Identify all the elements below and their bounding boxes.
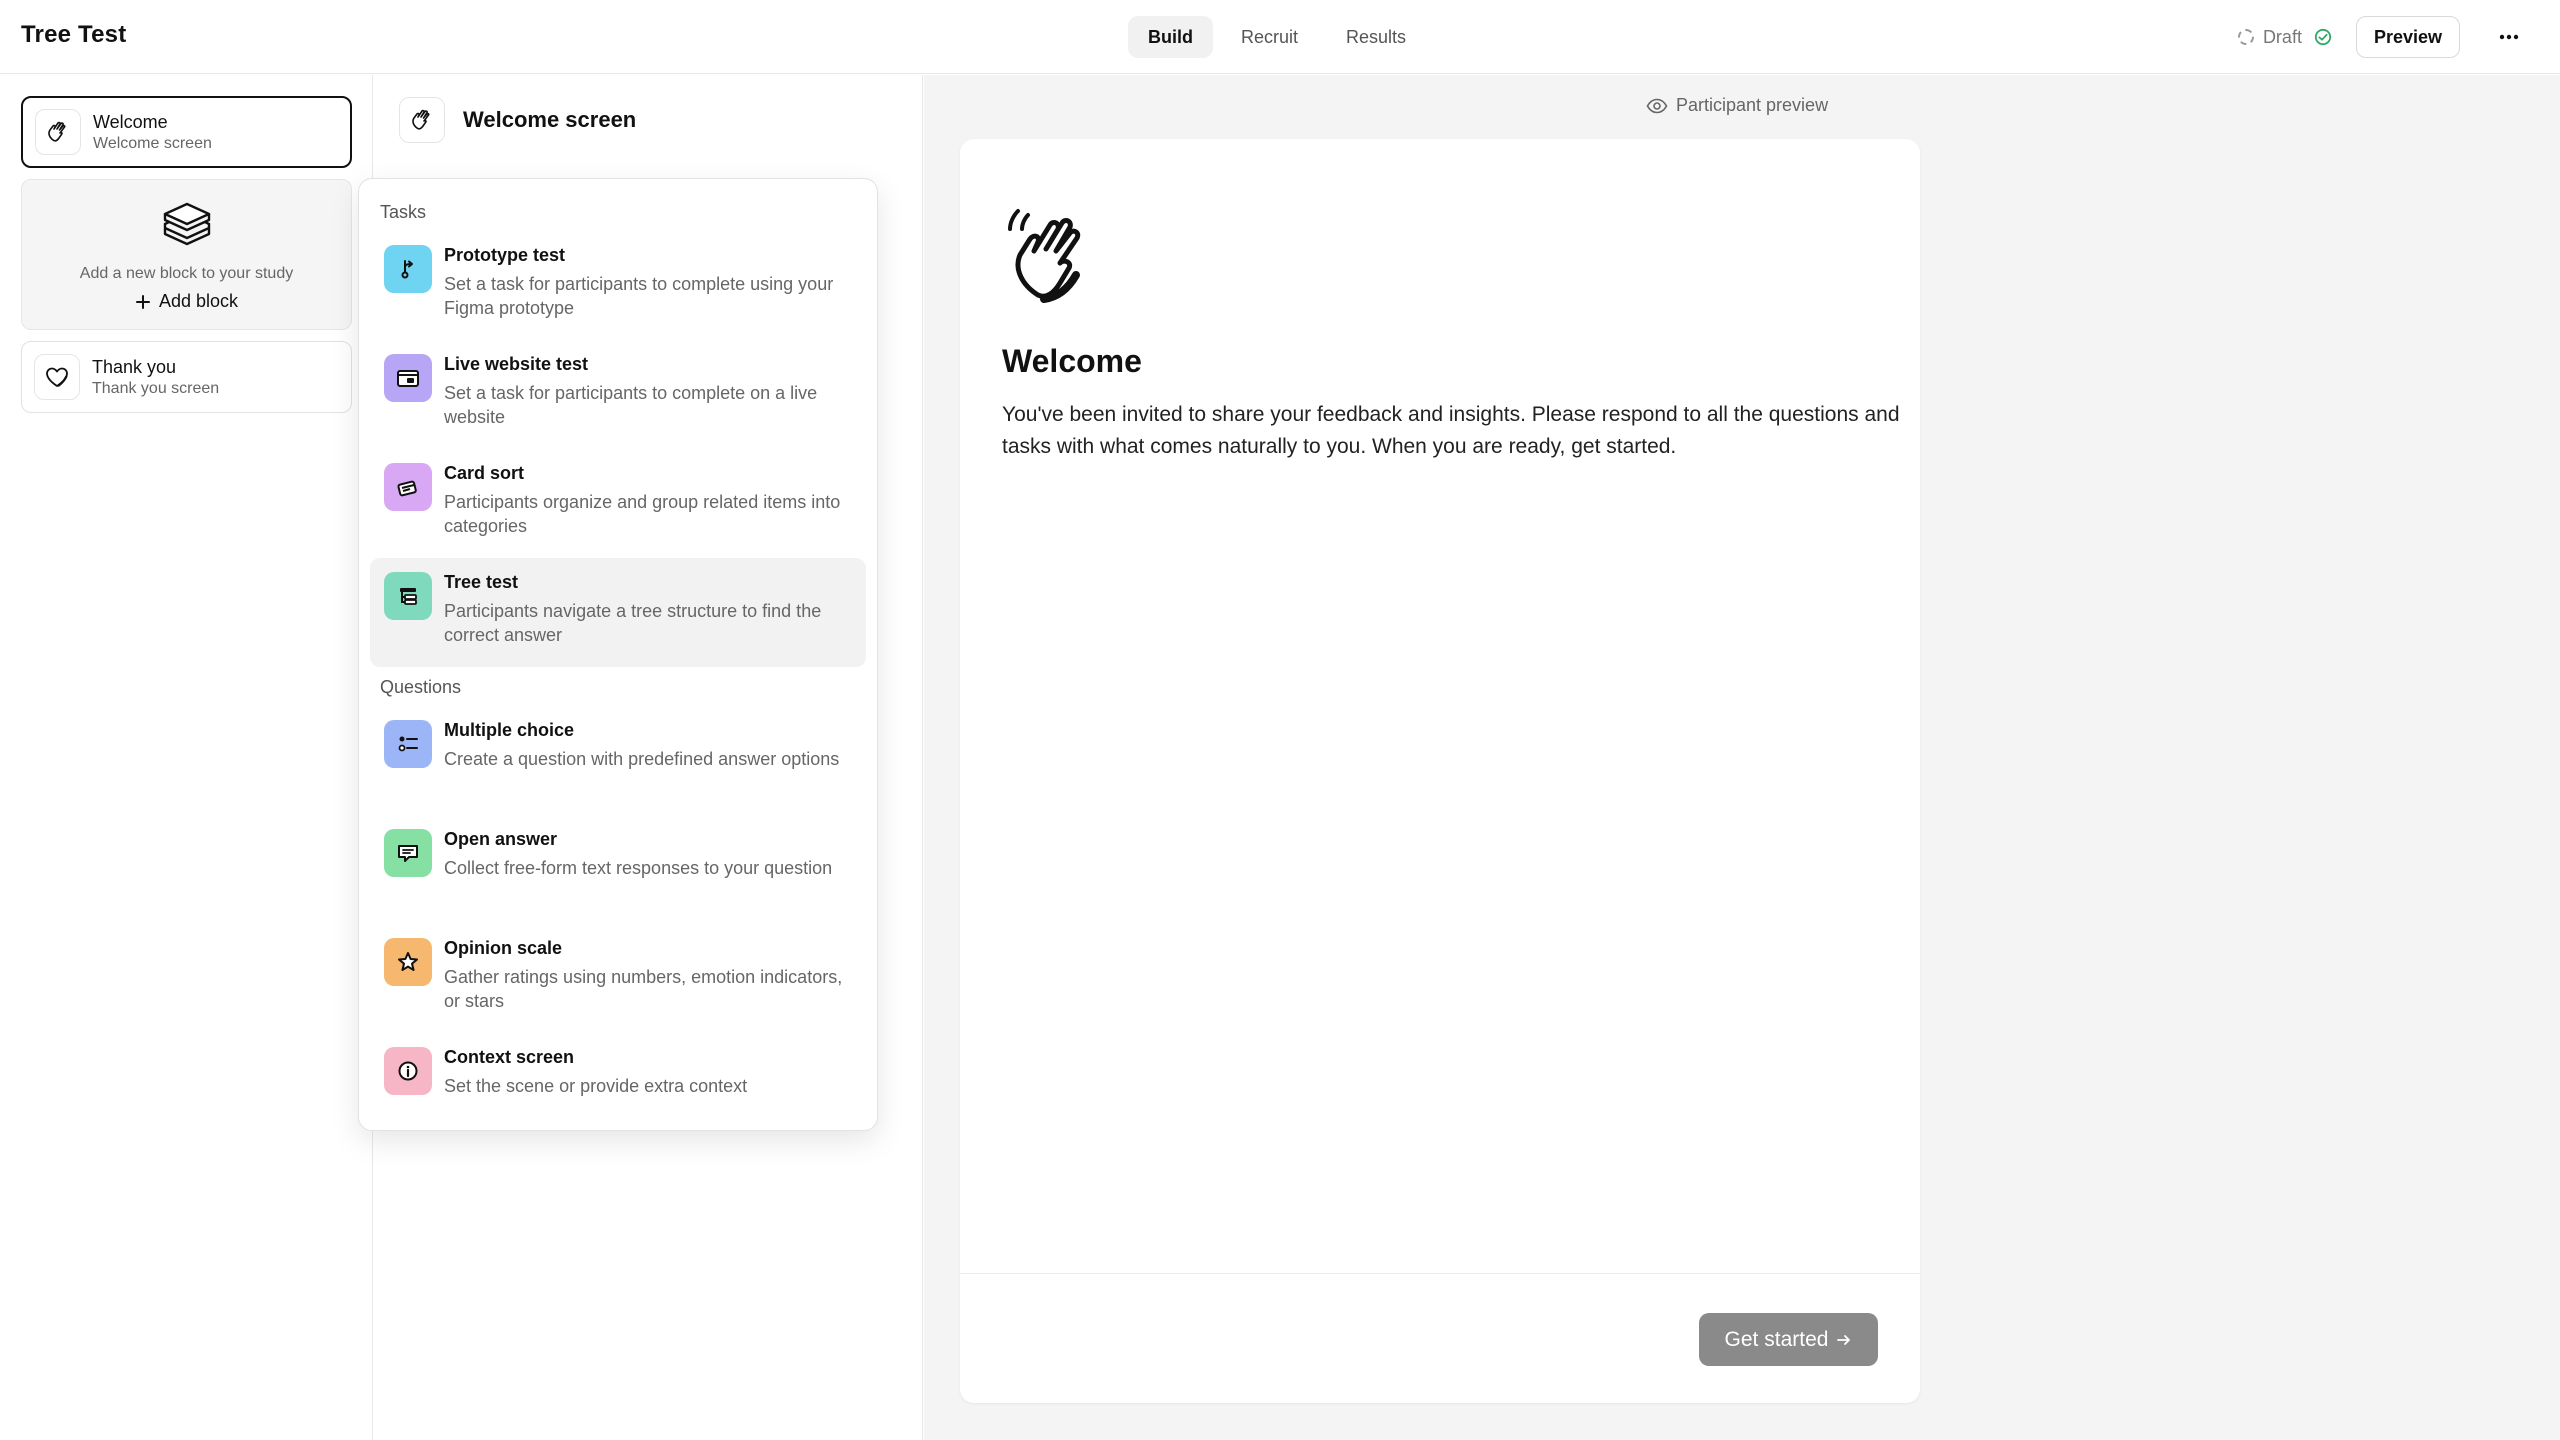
block-welcome-subtitle: Welcome screen [93, 134, 212, 152]
menu-item-title: Prototype test [444, 245, 566, 265]
top-bar [0, 0, 2560, 74]
block-welcome-title: Welcome [93, 111, 168, 132]
draft-status [2238, 27, 2302, 48]
menu-item-live-website-test[interactable] [370, 340, 866, 449]
waving-hand-icon [399, 97, 445, 143]
menu-item-open-answer[interactable] [370, 815, 866, 924]
menu-item-title: Card sort [444, 463, 525, 483]
plus-icon [135, 294, 151, 310]
more-options-icon[interactable] [2488, 16, 2530, 58]
get-started-label: Get started [1724, 1327, 1829, 1351]
block-welcome[interactable] [21, 96, 352, 168]
block-thank-you-title: Thank you [92, 356, 177, 377]
prototype-icon [384, 245, 432, 293]
participant-preview-text: Participant preview [1676, 95, 1829, 115]
menu-item-card-sort[interactable] [370, 449, 866, 558]
menu-item-tree-test[interactable] [370, 558, 866, 667]
star-icon [384, 938, 432, 986]
menu-item-title: Tree test [444, 572, 519, 592]
tasks-heading: Tasks [380, 202, 427, 222]
block-thank-you[interactable] [21, 341, 352, 413]
menu-item-prototype-test[interactable] [370, 231, 866, 340]
add-block-area [21, 179, 352, 330]
waving-hand-icon [998, 195, 1118, 315]
add-block-menu [358, 178, 878, 1131]
draft-label: Draft [2262, 26, 2302, 47]
menu-item-description: Collect free-form text responses to your question [444, 858, 833, 878]
add-block-button[interactable] [135, 291, 238, 312]
menu-item-title: Live website test [444, 354, 589, 374]
menu-item-description: Create a question with predefined answer options [444, 749, 840, 769]
menu-item-title: Multiple choice [444, 720, 575, 740]
card-icon [384, 463, 432, 511]
chat-icon [384, 829, 432, 877]
menu-item-description: Set the scene or provide extra context [444, 1076, 748, 1096]
tree-icon [384, 572, 432, 620]
menu-item-context-screen[interactable] [370, 1033, 866, 1142]
add-block-label: Add block [158, 291, 239, 311]
tab-results[interactable]: Results [1346, 26, 1407, 47]
menu-item-title: Opinion scale [444, 938, 563, 958]
block-thank-you-subtitle: Thank you screen [92, 379, 220, 397]
draft-icon [2238, 29, 2254, 45]
participant-preview-area [924, 75, 2560, 1440]
study-title[interactable]: Tree Test [21, 21, 127, 48]
menu-item-description: Participants organize and group related items into categories [444, 492, 841, 536]
browser-icon [384, 354, 432, 402]
preview-button[interactable]: Preview [2356, 16, 2460, 58]
header-actions [2238, 16, 2530, 58]
waving-hand-icon [35, 109, 81, 155]
main-tabs [1128, 16, 1426, 58]
arrow-right-icon [1836, 1332, 1852, 1348]
participant-preview-label [1646, 95, 1828, 116]
menu-item-title: Context screen [444, 1047, 575, 1067]
get-started-button[interactable] [1699, 1313, 1878, 1366]
list-icon [384, 720, 432, 768]
blocks-sidebar [0, 75, 373, 1440]
menu-item-description: Gather ratings using numbers, emotion indicators, or stars [444, 967, 843, 1011]
preview-card [960, 139, 1920, 1403]
menu-item-description: Participants navigate a tree structure to find the correct answer [444, 601, 822, 645]
preview-body: You've been invited to share your feedback and insights. Please respond to all the questions and tasks with what comes naturally to you. When you are ready, get started. [1002, 403, 1900, 458]
divider [960, 1273, 1920, 1274]
settings-header [399, 97, 636, 143]
stacked-blocks-icon [159, 198, 215, 254]
questions-heading: Questions [380, 677, 462, 697]
menu-item-description: Set a task for participants to complete on a live website [444, 383, 818, 427]
settings-title: Welcome screen [463, 107, 637, 132]
menu-item-multiple-choice[interactable] [370, 706, 866, 815]
menu-item-title: Open answer [444, 829, 558, 849]
tab-build[interactable]: Build [1128, 16, 1213, 58]
check-circle-icon [2314, 28, 2332, 46]
heart-icon [34, 354, 80, 400]
add-block-hint: Add a new block to your study [79, 265, 294, 282]
preview-title: Welcome [1002, 343, 1142, 379]
menu-item-opinion-scale[interactable] [370, 924, 866, 1033]
eye-icon [1646, 98, 1668, 114]
menu-item-description: Set a task for participants to complete using your Figma prototype [444, 274, 834, 318]
tab-recruit[interactable]: Recruit [1241, 26, 1299, 47]
info-icon [384, 1047, 432, 1095]
